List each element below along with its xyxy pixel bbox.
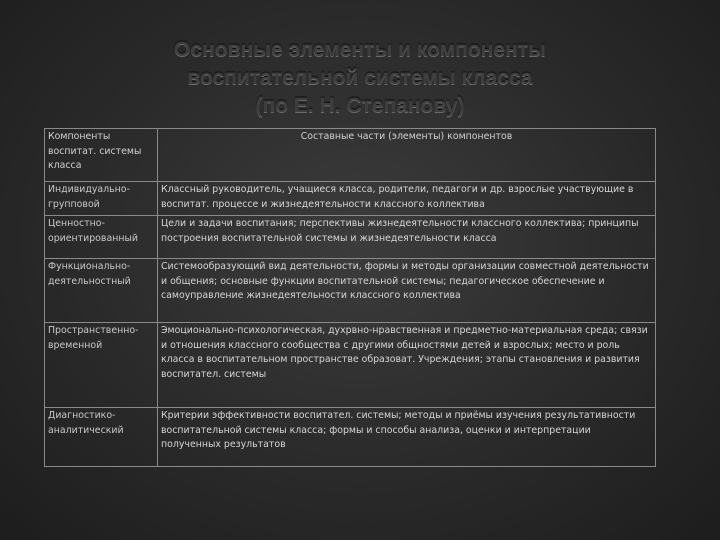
- table-row: [45, 323, 656, 408]
- elements-cell: Цели и задачи воспитания; перспективы жизнедеятельности классного коллектива; принципы построения воспитательной системы и жизнедеятельности класса: [158, 216, 656, 259]
- table-row: [45, 259, 656, 323]
- component-cell: Диагностико-аналитический: [45, 408, 158, 467]
- table-row: [45, 408, 656, 467]
- table-row: [45, 182, 656, 216]
- elements-cell: Системообразующий вид деятельности, формы и методы организации совместной деятельности и общения; основные функции воспитательной системы; педагогическое обеспечение и самоуправление жизнедеятельности классного коллектива: [158, 259, 656, 323]
- slide-title-line-1: Основные элементы и компоненты: [174, 38, 546, 61]
- slide-title-line-2: воспитательной системы класса: [187, 66, 533, 89]
- header-components: Компоненты воспитат. системы класса: [45, 129, 158, 182]
- slide-title: [60, 36, 660, 120]
- elements-cell: Эмоционально-психологическая, духрвно-нравственная и предметно-материальная среда; связи и отношения классного сообщества с другими общностями детей и взрослых; место и роль класса в воспитательном пространстве образоват. Учреждения; этапы становления и развития воспитател. системы: [158, 323, 656, 408]
- components-table: [44, 128, 656, 467]
- component-cell: Ценностно-ориентированный: [45, 216, 158, 259]
- component-cell: Индивидуально-групповой: [45, 182, 158, 216]
- elements-cell: Классный руководитель, учащиеся класса, родители, педагоги и др. взрослые участвующие в воспитат. процессе и жизнедеятельности классного коллектива: [158, 182, 656, 216]
- component-cell: Функционально-деятельностный: [45, 259, 158, 323]
- slide-title-line-3: (по Е. Н. Степанову): [255, 94, 465, 117]
- component-cell: Пространственно-временной: [45, 323, 158, 408]
- table-row: [45, 216, 656, 259]
- elements-cell: Критерии эффективности воспитател. системы; методы и приёмы изучения результативности воспитательной системы класса; формы и способы анализа, оценки и интерпретации полученных результатов: [158, 408, 656, 467]
- table-header-row: [45, 129, 656, 182]
- header-elements: Составные части (элементы) компонентов: [158, 129, 656, 182]
